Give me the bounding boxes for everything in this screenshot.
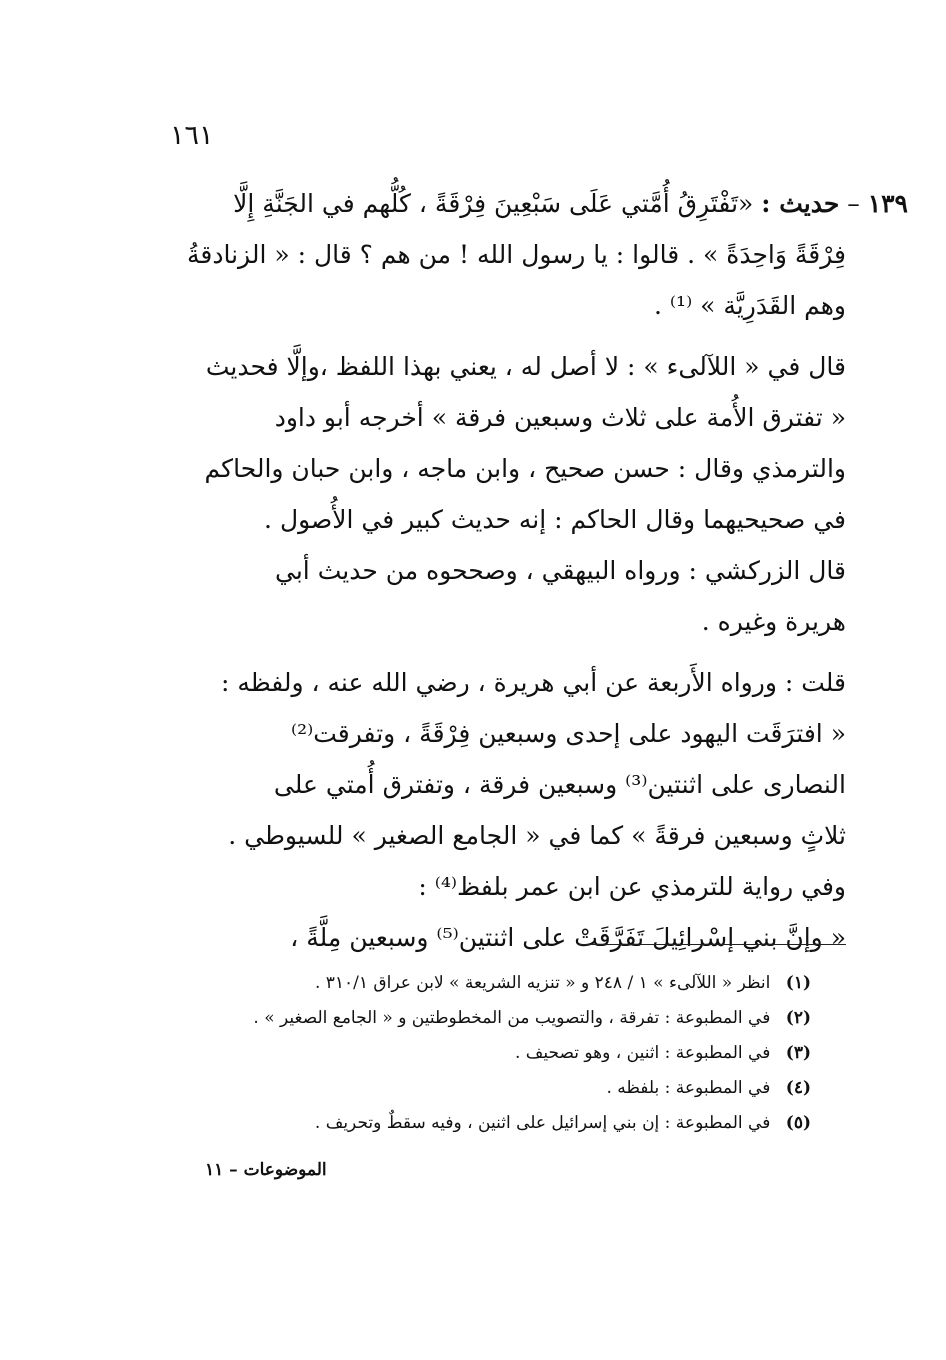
paragraph-line: وفي رواية للترمذي عن ابن عمر بلفظ⁽⁴⁾ :: [418, 872, 846, 901]
footnotes: [171, 966, 811, 1141]
paragraph-line: النصارى على اثنتين⁽³⁾ وسبعين فرقة ، وتفترق أُمتي على: [273, 770, 846, 799]
footnote: [171, 966, 811, 1001]
footnote-text: في المطبوعة : اثنين ، وهو تصحيف .: [514, 1043, 771, 1063]
footnote: [171, 1036, 811, 1071]
footnote-number: (١): [785, 973, 811, 993]
footnote-text: انظر « اللآلىء » ١ / ٢٤٨ و « تنزيه الشريعة » لابن عراق ٣١٠/١ .: [314, 973, 771, 993]
hadith-text-line: «تَفْتَرِقُ أُمَّتي عَلَى سَبْعِينَ فِرْقَةً ، كُلُّهم في الجَنَّةِ إِلَّا: [233, 189, 754, 218]
footnote-text: في المطبوعة : بلفظه .: [606, 1078, 771, 1098]
hadith-text-line: فِرْقَةً وَاحِدَةً » . قالوا : يا رسول الله ! من هم ؟ قال : « الزنادقةُ: [187, 240, 846, 269]
footnote-number: (٣): [785, 1043, 811, 1063]
footnote: [171, 1001, 811, 1036]
paragraph-line: قال الزركشي : ورواه البيهقي ، وصححوه من حديث أبي: [275, 556, 846, 585]
main-text: [178, 178, 908, 963]
footnote-text: في المطبوعة : تفرقة ، والتصويب من المخطوطتين و « الجامع الصغير » .: [253, 1008, 771, 1028]
paragraph-line: ثلاثٍ وسبعين فرقةً » كما في « الجامع الصغير » للسيوطي .: [228, 821, 846, 850]
footnote-divider: [578, 944, 846, 945]
paragraph-line: « تفترق الأُمة على ثلاث وسبعين فرقة » أخرجه أبو داود: [274, 403, 846, 432]
hadith-line: [178, 178, 908, 229]
footnote-number: (٢): [785, 1008, 811, 1028]
paragraph-line: والترمذي وقال : حسن صحيح ، وابن ماجه ، وابن حبان والحاكم: [204, 454, 846, 483]
footnote-number: (٤): [785, 1078, 811, 1098]
hadith-text-line: وهم القَدَرِيَّة » ⁽¹⁾ .: [653, 291, 846, 320]
hadith-dash: –: [847, 189, 860, 218]
footnote: [171, 1106, 811, 1141]
paragraph-line: « وإنَّ بني إسْرائِيلَ تَفَرَّقَتْ على اثنتين⁽⁵⁾ وسبعين مِلَّةً ،: [290, 923, 846, 952]
footnote-number: (٥): [785, 1113, 811, 1133]
footnote: [171, 1071, 811, 1106]
footnote-text: في المطبوعة : إن بني إسرائيل على اثنين ، وفيه سقطٌ وتحريف .: [314, 1113, 771, 1133]
hadith-number: ١٣٩: [867, 189, 908, 218]
signature-mark: الموضوعات – ١١: [205, 1160, 327, 1180]
paragraph-line: هريرة وغيره .: [701, 607, 846, 636]
paragraph-line: « افترَقَت اليهود على إحدى وسبعين فِرْقَةً ، وتفرقت⁽²⁾: [290, 719, 846, 748]
paragraph-line: قال في « اللآلىء » : لا أصل له ، يعني بهذا اللفظ ،وإلَّا فحديث: [205, 352, 846, 381]
paragraph-line: في صحيحيهما وقال الحاكم : إنه حديث كبير في الأُصول .: [264, 505, 846, 534]
page-number: ١٦١: [170, 120, 214, 151]
hadith-lead: حديث :: [761, 189, 840, 218]
paragraph-line: قلت : ورواه الأَربعة عن أبي هريرة ، رضي الله عنه ، ولفظه :: [220, 668, 846, 697]
